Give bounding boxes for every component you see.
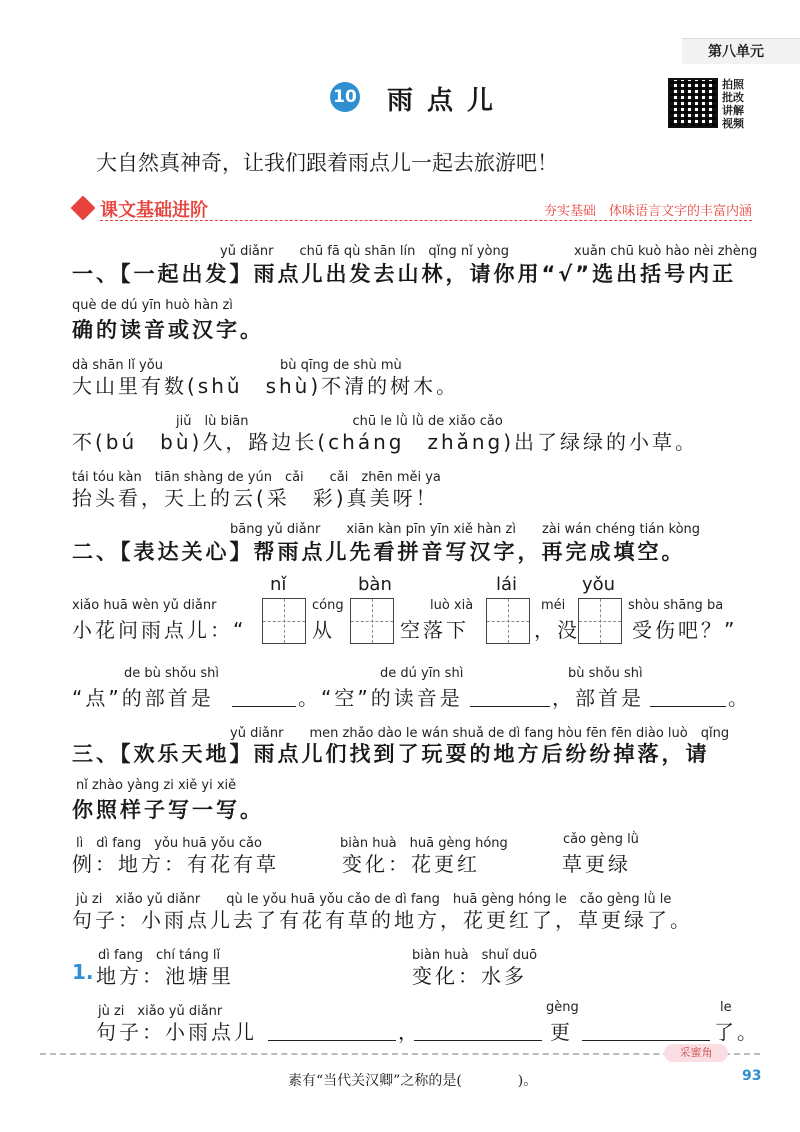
example-pinyin-1: lì dì fang yǒu huā yǒu cǎo bbox=[76, 836, 262, 851]
example-change: 变化：花更红 bbox=[342, 852, 480, 876]
answer-part-2: ， bbox=[398, 1020, 421, 1044]
q2-sent-pinyin-1: xiǎo huā wèn yǔ diǎnr bbox=[72, 598, 217, 613]
footer-note: 素有“当代关汉卿”之称的是( )。 bbox=[288, 1073, 538, 1089]
answer-blank-3[interactable] bbox=[650, 684, 726, 707]
q1c-sentence[interactable]: 抬头看，天上的云(采 彩)真美呀！ bbox=[72, 486, 439, 510]
intro-text: 大自然真神奇，让我们跟着雨点儿一起去旅游吧！ bbox=[96, 151, 558, 175]
page-number: 93 bbox=[742, 1068, 762, 1084]
item1-change: 变化：水多 bbox=[412, 964, 527, 988]
write-box-1[interactable] bbox=[262, 598, 306, 644]
q3-line-2: 你照样子写一写。 bbox=[72, 798, 264, 822]
answer-part-3: 更 bbox=[550, 1020, 573, 1044]
q2-fill-pinyin-2: de dú yīn shì bbox=[380, 666, 464, 681]
q1-line-2: 确的读音或汉字。 bbox=[72, 318, 264, 342]
q2-sent-part-4: ，没 bbox=[534, 618, 580, 642]
q2-fill-pinyin-3: bù shǒu shì bbox=[568, 666, 643, 681]
item1-pinyin-2: biàn huà shuǐ duō bbox=[412, 948, 538, 963]
write-box-4[interactable] bbox=[578, 598, 622, 644]
example-sentence-pinyin: jù zi xiǎo yǔ diǎnr qù le yǒu huā yǒu cǎo de dì fang huā gèng hóng le cǎo gèng lǜ le bbox=[76, 892, 672, 907]
q1-line-1: 一、【一起出发】雨点儿出发去山林，请你用“√”选出括号内正 bbox=[72, 262, 737, 286]
q2-fill-pinyin-1: de bù shǒu shì bbox=[124, 666, 219, 681]
q2-sent-pinyin-2: cóng bbox=[312, 598, 344, 613]
section-title: 课文基础进阶 bbox=[100, 200, 208, 221]
q2-fill-part-1: “点”的部首是 bbox=[72, 686, 214, 710]
lesson-title: 雨点儿 bbox=[387, 86, 508, 116]
write-box-3[interactable] bbox=[486, 598, 530, 644]
box-pinyin-3: lái bbox=[496, 574, 518, 595]
footer-divider bbox=[40, 1053, 760, 1055]
q2-sent-pinyin-3: luò xià bbox=[430, 598, 474, 613]
box-pinyin-1: nǐ bbox=[270, 574, 287, 595]
answer-pinyin-2: gèng bbox=[546, 1000, 579, 1015]
answer-blank-5[interactable] bbox=[414, 1018, 542, 1041]
item1-pinyin-1: dì fang chí táng lǐ bbox=[98, 948, 221, 963]
example-pinyin-3: cǎo gèng lǜ bbox=[563, 832, 639, 847]
lesson-number: 10 bbox=[330, 82, 360, 112]
answer-blank-4[interactable] bbox=[268, 1018, 396, 1041]
q1-pinyin-2: què de dú yīn huò hàn zì bbox=[72, 298, 233, 313]
qr-caption: 拍照批改讲解视频 bbox=[722, 78, 744, 130]
example-sentence: 句子：小雨点儿去了有花有草的地方，花更红了，草更绿了。 bbox=[72, 908, 693, 932]
unit-tag: 第八单元 bbox=[682, 38, 800, 64]
item1-number: 1. bbox=[72, 960, 94, 984]
q2-pinyin-1: bāng yǔ diǎnr xiān kàn pīn yīn xiě hàn zì zài wán chéng tián kòng bbox=[230, 522, 701, 537]
example-change-2: 草更绿 bbox=[562, 852, 631, 876]
item1-place: 地方：池塘里 bbox=[96, 964, 234, 988]
q1c-pinyin: tái tóu kàn tiān shàng de yún cǎi cǎi zhēn měi ya bbox=[72, 470, 441, 485]
qr-code-icon[interactable] bbox=[668, 78, 718, 128]
q2-fill-part-2: 。“空”的读音是 bbox=[298, 686, 463, 710]
box-pinyin-4: yǒu bbox=[582, 574, 616, 595]
q1-pinyin-1: yǔ diǎnr chū fā qù shān lín qǐng nǐ yòng xuǎn chū kuò hào nèi zhèng bbox=[220, 244, 758, 259]
section-header bbox=[72, 196, 752, 222]
section-divider bbox=[100, 220, 752, 221]
q2-sent-pinyin-4: méi bbox=[541, 598, 566, 613]
answer-pinyin-1: jù zi xiǎo yǔ diǎnr bbox=[98, 1004, 223, 1019]
answer-blank-2[interactable] bbox=[470, 684, 550, 707]
q2-sent-part-5: 受伤吧？” bbox=[632, 618, 738, 642]
q1a-sentence[interactable]: 大山里有数(shǔ shù)不清的树木。 bbox=[72, 374, 460, 398]
answer-blank-1[interactable] bbox=[232, 684, 296, 707]
example-pinyin-2: biàn huà huā gèng hóng bbox=[340, 836, 508, 851]
q2-fill-part-4: 。 bbox=[728, 686, 751, 710]
answer-blank-6[interactable] bbox=[582, 1018, 710, 1041]
answer-part-1: 句子：小雨点儿 bbox=[96, 1020, 257, 1044]
q3-pinyin-2: nǐ zhào yàng zi xiě yi xiě bbox=[76, 778, 237, 793]
q2-fill-part-3: ，部首是 bbox=[552, 686, 644, 710]
q1b-sentence[interactable]: 不(bú bù)久，路边长(cháng zhǎng)出了绿绿的小草。 bbox=[72, 430, 699, 454]
answer-pinyin-3: le bbox=[720, 1000, 732, 1015]
section-subtitle: 夯实基础 体味语言文字的丰富内涵 bbox=[543, 204, 752, 219]
q2-sent-part-2: 从 bbox=[312, 618, 335, 642]
q2-sent-part-1: 小花问雨点儿：“ bbox=[72, 618, 247, 642]
write-box-2[interactable] bbox=[350, 598, 394, 644]
star-icon bbox=[71, 196, 96, 221]
q2-sent-part-3: 空落下 bbox=[400, 618, 469, 642]
q1b-pinyin: jiǔ lù biān chū le lǜ lǜ de xiǎo cǎo bbox=[176, 414, 503, 429]
footer-tag: 采蜜角 bbox=[664, 1044, 728, 1062]
q3-line-1: 三、【欢乐天地】雨点儿们找到了玩耍的地方后纷纷掉落，请 bbox=[72, 742, 710, 766]
q2-line-1: 二、【表达关心】帮雨点儿先看拼音写汉字，再完成填空。 bbox=[72, 540, 686, 564]
q3-pinyin-1: yǔ diǎnr men zhǎo dào le wán shuǎ de dì fang hòu fēn fēn diào luò qǐng bbox=[230, 726, 730, 741]
q1a-pinyin: dà shān lǐ yǒu bù qīng de shù mù bbox=[72, 358, 402, 373]
box-pinyin-2: bàn bbox=[358, 574, 392, 595]
answer-part-4: 了。 bbox=[714, 1020, 760, 1044]
q2-sent-pinyin-5: shòu shāng ba bbox=[628, 598, 724, 613]
example-place: 例：地方：有花有草 bbox=[72, 852, 279, 876]
